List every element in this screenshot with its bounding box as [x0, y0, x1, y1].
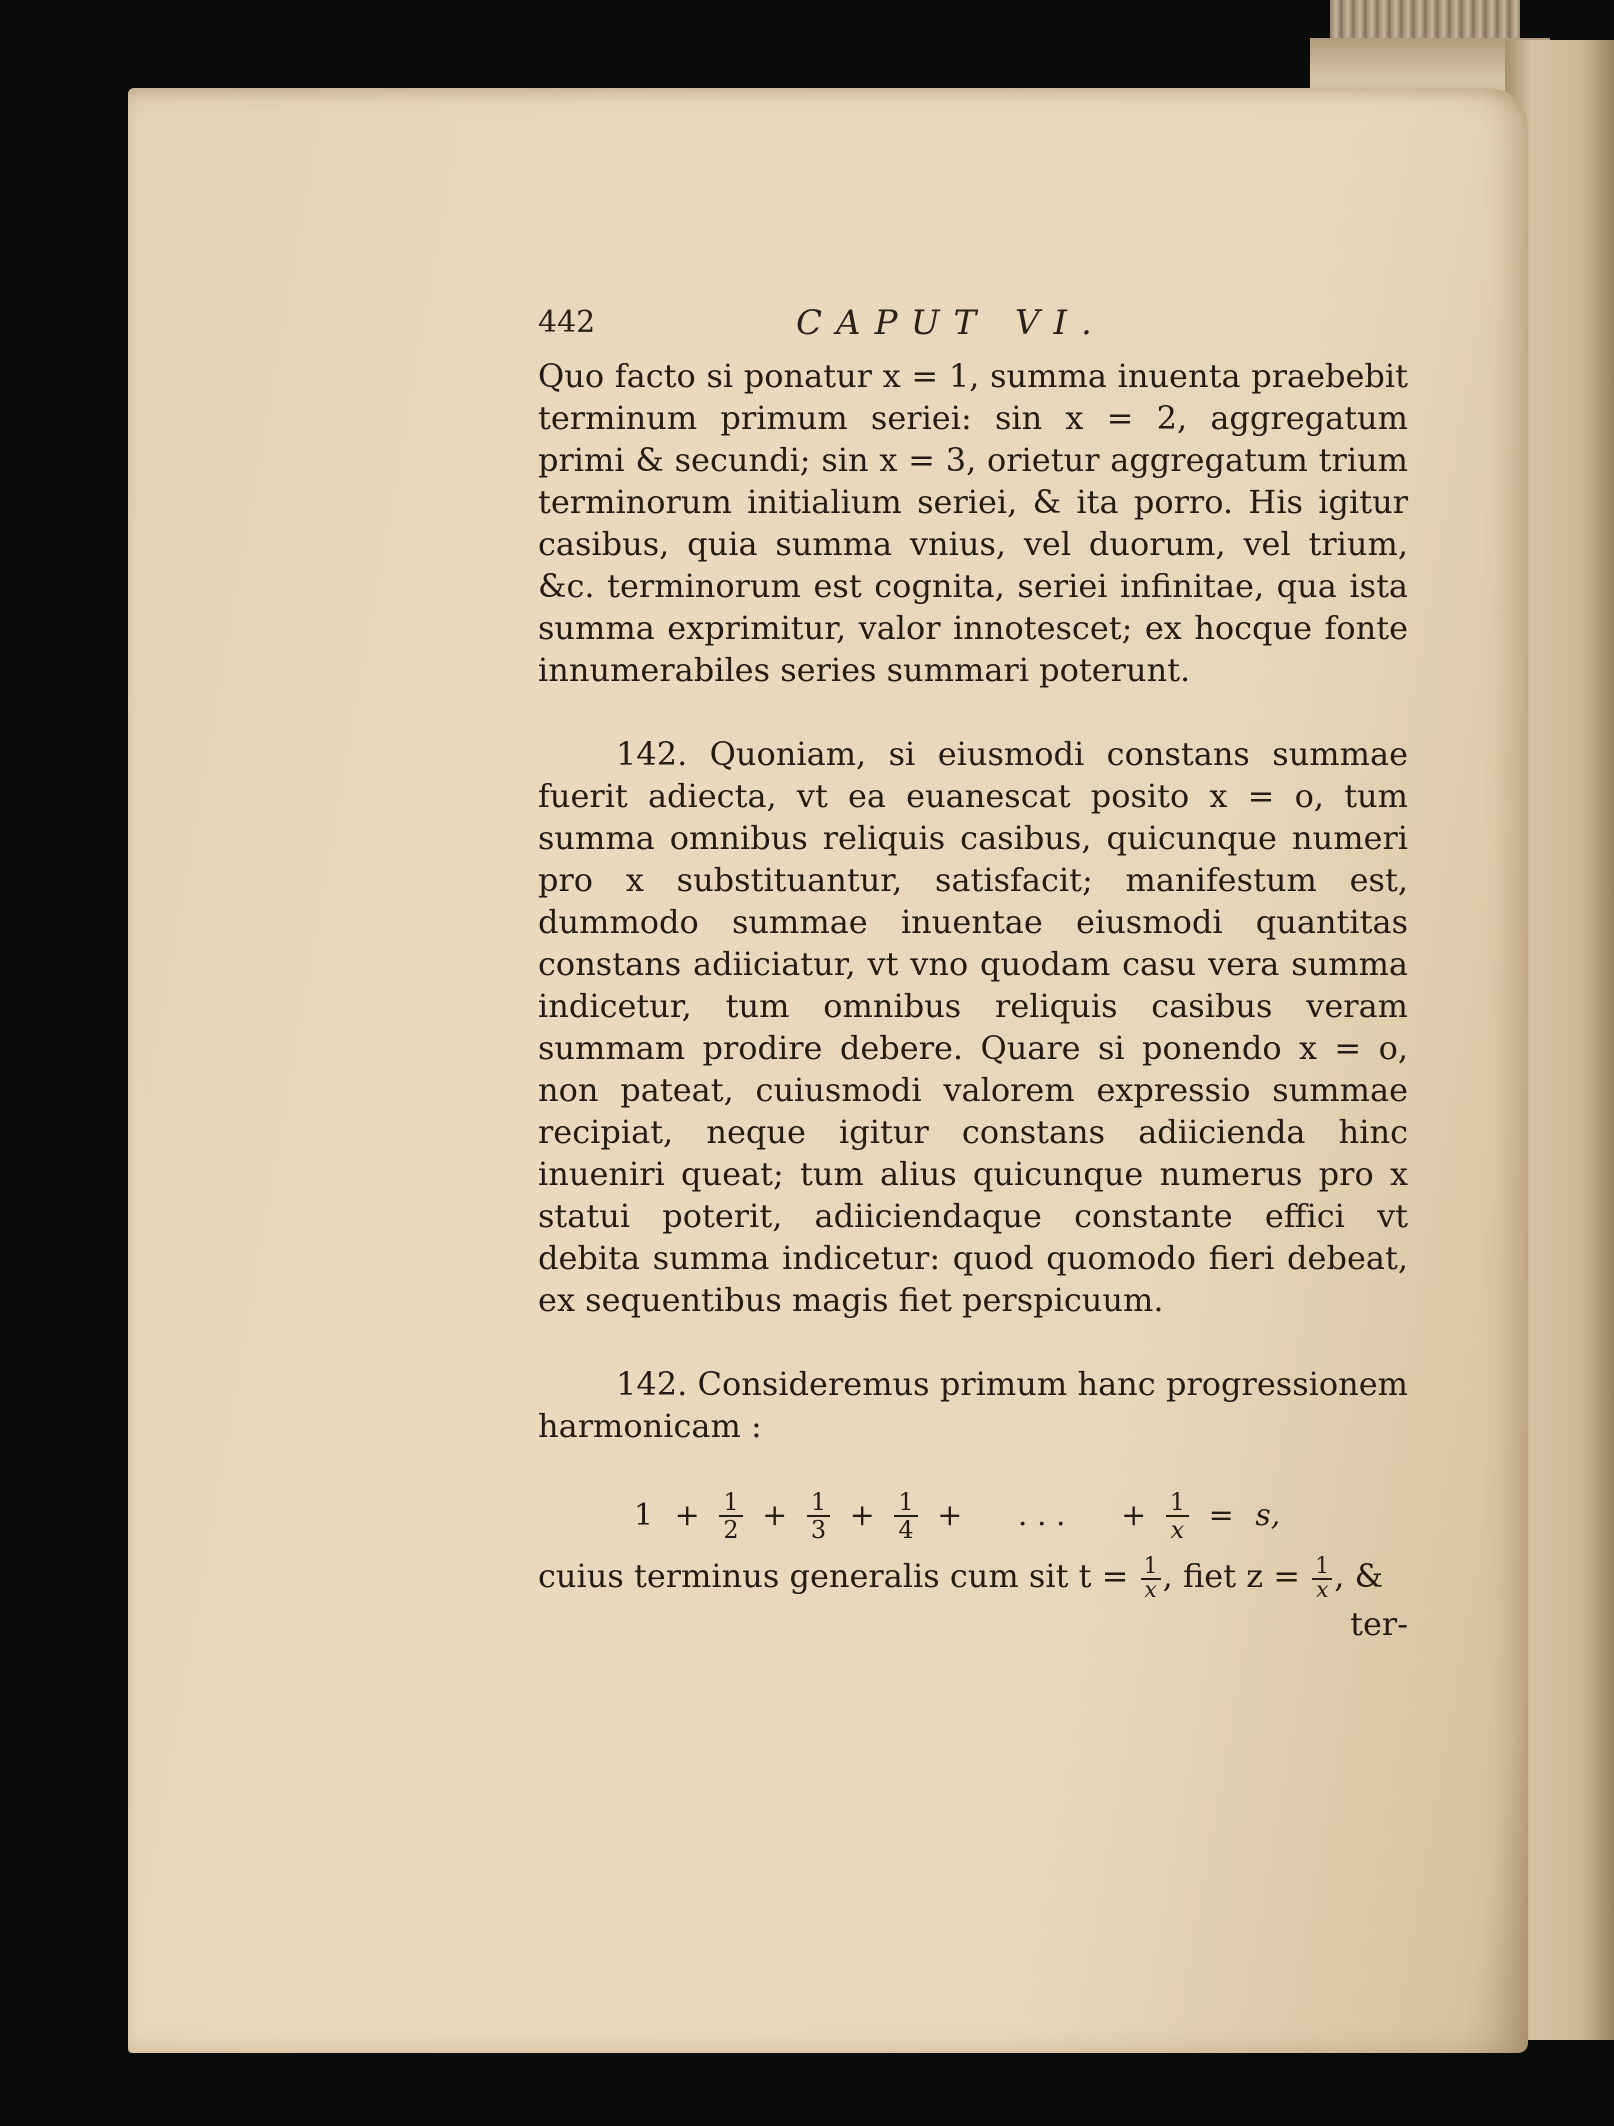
page-body [538, 355, 1408, 1647]
paragraph-1: Quo facto si ponatur x = 1, summa inuenta praebebit terminum primum seriei: sin x = 2, aggregatum primi & secundi; sin x = 3, orietur aggregatum trium terminorum initialium seriei, & ita porro. His igitur casibus, quia summa vnius, vel duorum, vel trium, &c. terminorum est cognita, seriei infinitae, qua ista summa exprimitur, valor innotescet; ex hocque fonte innumerabiles series summari poterunt. [538, 357, 1408, 689]
catchword: ter- [1350, 1605, 1408, 1643]
plus-sign: + [937, 1498, 963, 1533]
paragraph-3: 142. Consideremus primum hanc progressionem harmonicam : [538, 1365, 1408, 1445]
last-line-text: cuius terminus generalis cum sit t = [538, 1557, 1129, 1595]
plus-sign: + [674, 1498, 700, 1533]
plus-sign: + [762, 1498, 788, 1533]
fraction-one-over-x: $\frac{1}{x}$ [1166, 1489, 1189, 1543]
last-line [538, 1555, 1408, 1603]
fraction-one-quarter: $\frac{1}{4}$ [894, 1489, 917, 1543]
equals-sign: = [1208, 1498, 1234, 1533]
last-line-end: , & [1334, 1557, 1384, 1595]
last-line-mid: , fiet z = [1162, 1557, 1301, 1595]
harmonic-series-formula [538, 1469, 1408, 1549]
formula-result: s, [1255, 1498, 1281, 1533]
fraction-one-third: $\frac{1}{3}$ [807, 1489, 830, 1543]
fraction-one-over-x: $\frac{1}{x}$ [1141, 1556, 1161, 1602]
plus-sign: + [849, 1498, 875, 1533]
fraction-one-half: $\frac{1}{2}$ [719, 1489, 742, 1543]
plus-sign: + [1121, 1498, 1147, 1533]
catchword-line [538, 1603, 1408, 1647]
page-number: 442 [538, 305, 596, 340]
fraction-one-over-x: $\frac{1}{x}$ [1312, 1556, 1332, 1602]
ellipsis: . . . [1017, 1498, 1066, 1533]
formula-lead: 1 [634, 1498, 654, 1533]
paragraph-2: 142. Quoniam, si eiusmodi constans summae fuerit adiecta, vt ea euanescat posito x = o, tum summa omnibus reliquis casibus, quicunque numeri pro x substituantur, satisfacit; manifestum est, dummodo summae inuentae eiusmodi quantitas constans adiiciatur, vt vno quodam casu vera summa indicetur, tum omnibus reliquis casibus veram summam prodire debere. Quare si ponendo x = o, non pateat, cuiusmodi valorem expressio summae recipiat, neque igitur constans adiicienda hinc inueniri queat; tum alius quicunque numerus pro x statui poterit, adiiciendaque constante effici vt debita summa indicetur: quod quomodo fieri debeat, ex sequentibus magis fiet perspicuum. [538, 735, 1408, 1319]
running-title: CAPUT VI. [796, 303, 1106, 343]
